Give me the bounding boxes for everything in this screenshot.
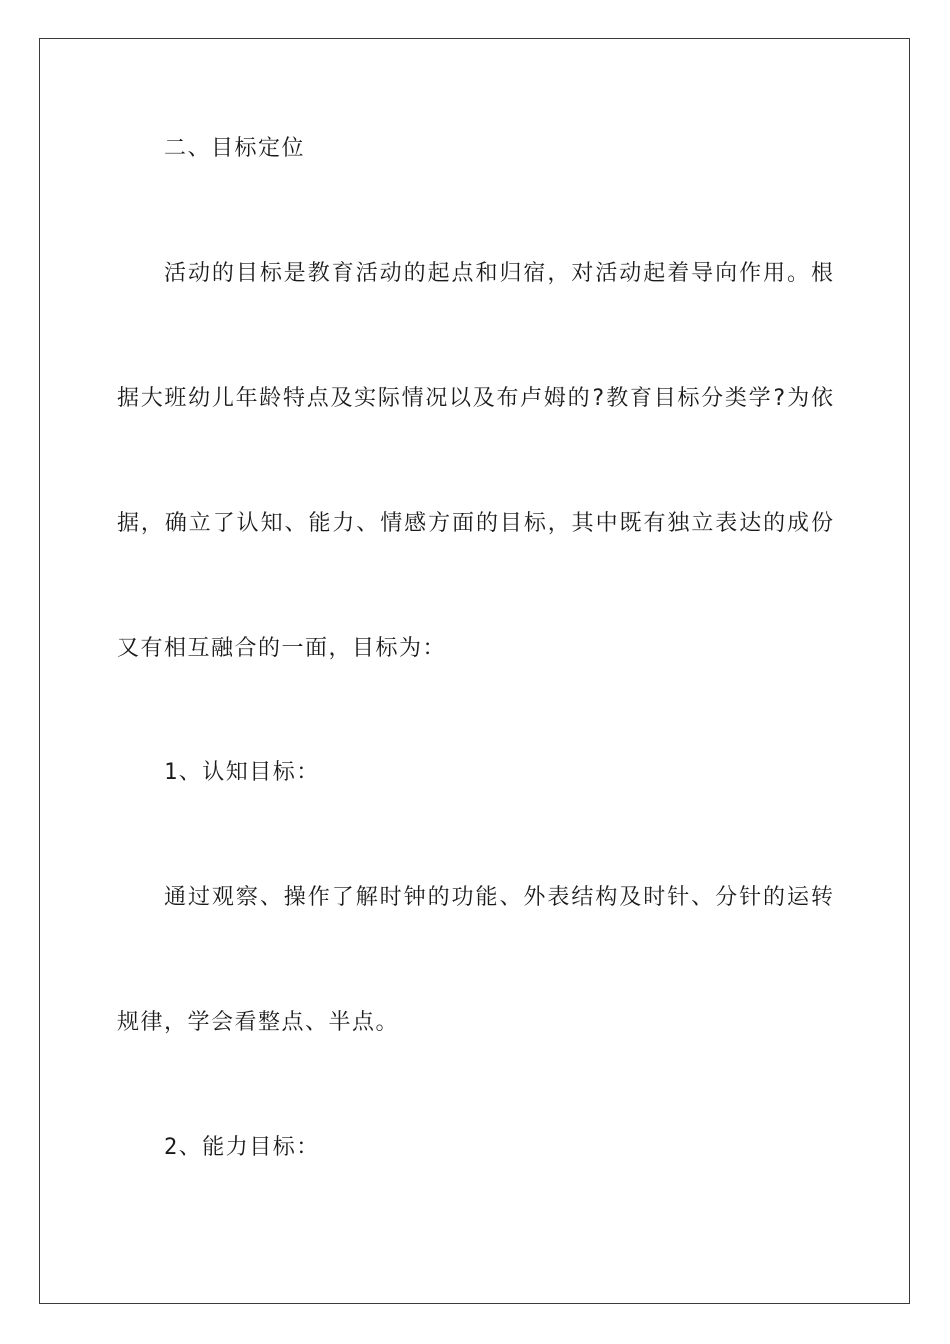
subheading-cognitive-goal: 1、认知目标： — [164, 760, 320, 785]
section-heading: 二、目标定位 — [164, 136, 306, 161]
paragraph-line: 活动的目标是教育活动的起点和归宿，对活动起着导向作用。根 — [164, 261, 833, 286]
paragraph-line: 规律，学会看整点、半点。 — [117, 1010, 400, 1035]
paragraph-line: 又有相互融合的一面，目标为： — [117, 636, 447, 661]
paragraph-line: 据大班幼儿年龄特点及实际情况以及布卢姆的?教育目标分类学?为依 — [117, 386, 833, 411]
subheading-ability-goal: 2、能力目标： — [164, 1135, 320, 1160]
paragraph-line: 通过观察、操作了解时钟的功能、外表结构及时针、分针的运转 — [164, 885, 833, 910]
page-border — [39, 38, 910, 1304]
paragraph-line: 据，确立了认知、能力、情感方面的目标，其中既有独立表达的成份 — [117, 511, 833, 536]
